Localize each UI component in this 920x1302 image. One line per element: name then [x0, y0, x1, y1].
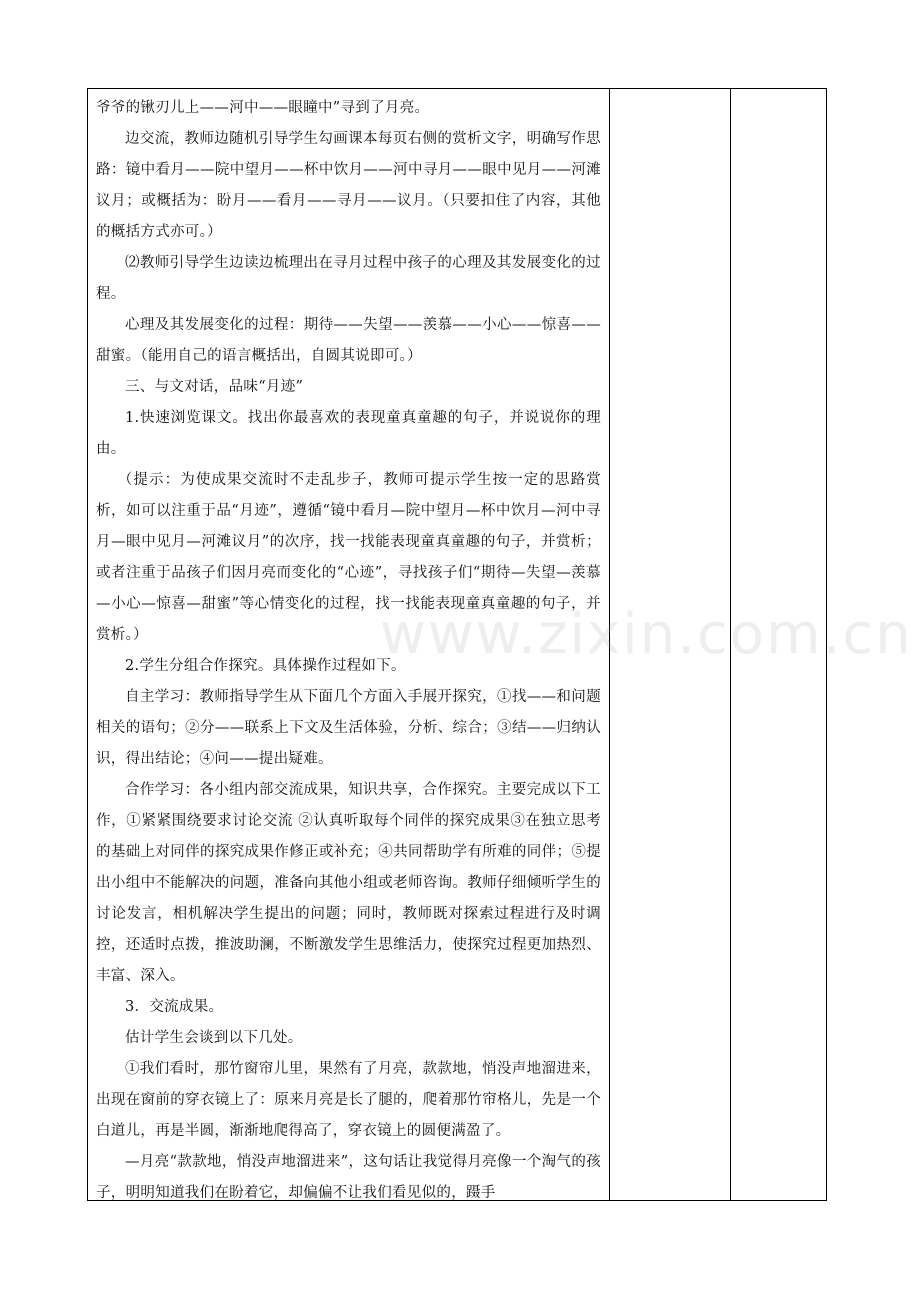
- paragraph: 心理及其发展变化的过程：期待——失望——羡慕——小心——惊喜——甜蜜。（能用自己的语言概括出，自圆其说即可。）: [96, 317, 601, 364]
- paragraph: 三、与文对话，品味“月迹”: [125, 379, 304, 395]
- paragraph: 合作学习：各小组内部交流成果，知识共享，合作探究。主要完成以下工作，①紧紧围绕要求讨论交流 ②认真听取每个同伴的探究成果③在独立思考的基础上对同伴的探究成果作修正或补充；④共同帮助学有所难的同伴；⑤提出小组中不能解决的问题，准备向其他小组或老师咨询。教师仔细倾听学生的讨论发言，相机解决学生提出的问题；同时，教师既对探索过程进行及时调控，还适时点拨，推波助澜，不断激发学生思维活力，使探究过程更加热烈、丰富、深入。: [96, 782, 601, 984]
- main-content-cell: [88, 89, 610, 1200]
- paragraph: 估计学生会谈到以下几处。: [125, 1030, 303, 1046]
- notes-cell: [610, 89, 731, 1200]
- lesson-table: [87, 88, 827, 1201]
- paragraph: 2.学生分组合作探究。具体操作过程如下。: [125, 658, 406, 674]
- paragraph-list: [88, 89, 609, 1200]
- paragraph: （提示：为使成果交流时不走乱步子，教师可提示学生按一定的思路赏析，如可以注重于品“月迹”，遵循“镜中看月—院中望月—杯中饮月—河中寻月—眼中见月—河滩议月”的次序，找一找能表现童真童趣的句子，并赏析；或者注重于品孩子们因月亮而变化的“心迹”，寻找孩子们“期待—失望—羡慕—小心—惊喜—甜蜜”等心情变化的过程，找一找能表现童真童趣的句子，并赏析。）: [96, 472, 601, 643]
- remarks-cell: [731, 89, 826, 1200]
- paragraph: —月亮“款款地，悄没声地溜进来”，这句话让我觉得月亮像一个淘气的孩子，明明知道我们在盼着它，却偏偏不让我们看见似的，蹑手: [96, 1154, 601, 1200]
- paragraph: 边交流，教师边随机引导学生勾画课本每页右侧的赏析文字，明确写作思路：镜中看月——院中望月——杯中饮月——河中寻月——眼中见月——河滩议月；或概括为：盼月——看月——寻月——议月。（只要扣住了内容，其他的概括方式亦可。）: [96, 131, 601, 240]
- paragraph: 1.快速浏览课文。找出你最喜欢的表现童真童趣的句子，并说说你的理由。: [96, 410, 601, 457]
- paragraph: ①我们看时，那竹窗帘儿里，果然有了月亮，款款地，悄没声地溜进来，出现在窗前的穿衣镜上了：原来月亮是长了腿的，爬着那竹帘格儿，先是一个白道儿，再是半圆，渐渐地爬得高了，穿衣镜上的圆便满盈了。: [96, 1061, 601, 1139]
- paragraph: ⑵教师引导学生边读边梳理出在寻月过程中孩子的心理及其发展变化的过程。: [96, 255, 601, 302]
- watermark: www.zixin.com.cn: [380, 602, 913, 667]
- paragraph: 3．交流成果。: [125, 999, 224, 1015]
- paragraph: 爷爷的锹刃儿上——河中——眼瞳中”寻到了月亮。: [96, 100, 430, 116]
- paragraph: 自主学习：教师指导学生从下面几个方面入手展开探究，①找——和问题相关的语句；②分——联系上下文及生活体验，分析、综合；③结——归纳认识，得出结论；④问——提出疑难。: [96, 689, 601, 767]
